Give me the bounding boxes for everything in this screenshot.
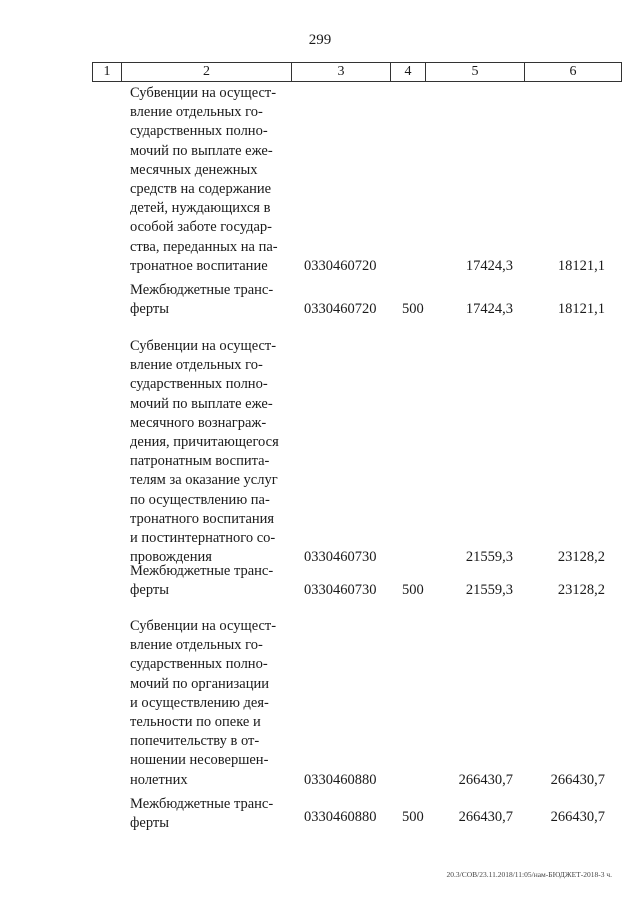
desc-line: Субвенции на осущест- [130, 85, 277, 101]
document-footer-stamp: 20.3/СОВ/23.11.2018/11:05/нам-БЮДЖЕТ-2018-3 ч. [446, 870, 612, 879]
desc-line: дения, причитающегося [130, 434, 279, 451]
desc-line: Субвенции на осущест- [130, 618, 277, 634]
header-col-2: 2 [122, 63, 292, 82]
desc-line: и постинтернатного со- [130, 530, 276, 547]
target-code: 0330460730 [304, 582, 377, 599]
value-2019: 21559,3 [465, 582, 513, 599]
desc-line: месячного вознаграж- [130, 414, 267, 431]
desc-line: провождения [130, 549, 212, 566]
desc-line: патронатным воспита- [130, 453, 270, 470]
desc-line: мочий по выплате еже- [130, 142, 273, 159]
header-col-1: 1 [93, 63, 122, 82]
value-2020: 18121,1 [557, 301, 605, 318]
desc-line: вление отдельных го- [130, 637, 263, 654]
desc-line: вление отдельных го- [130, 357, 263, 374]
value-2019: 266430,7 [458, 771, 513, 788]
expense-type: 500 [402, 582, 424, 599]
row-description [130, 617, 283, 790]
value-2019: 266430,7 [458, 809, 513, 825]
desc-line: средств на содержание [130, 181, 272, 198]
row-description [130, 84, 283, 276]
expense-type: 500 [402, 809, 424, 825]
target-code: 0330460730 [304, 549, 377, 566]
desc-line: ства, переданных на па- [130, 238, 278, 255]
value-2020: 23128,2 [557, 582, 605, 599]
desc-line: ношении несовершен- [130, 752, 269, 769]
expense-type: 500 [402, 301, 424, 318]
desc-line: сударственных полно- [130, 123, 268, 140]
desc-line: ферты [130, 815, 169, 832]
desc-line: тельности по опеке и [130, 714, 261, 731]
value-2020: 266430,7 [550, 771, 605, 788]
desc-line: по осуществлению па- [130, 491, 270, 508]
value-2020: 23128,2 [557, 549, 605, 566]
header-col-6: 6 [525, 63, 622, 82]
column-header-row [92, 62, 622, 82]
desc-line: сударственных полно- [130, 656, 268, 673]
desc-line: сударственных полно- [130, 376, 268, 393]
page-number: 299 [308, 32, 332, 48]
desc-line: Межбюджетные транс- [130, 796, 274, 812]
header-col-3: 3 [292, 63, 391, 82]
value-2020: 266430,7 [550, 809, 605, 825]
target-code: 0330460880 [304, 809, 377, 825]
desc-line: нолетних [130, 771, 188, 788]
value-2019: 17424,3 [465, 301, 513, 318]
value-2020: 18121,1 [557, 257, 605, 274]
desc-line: мочий по организации [130, 675, 269, 692]
value-2019: 21559,3 [465, 549, 513, 566]
desc-line: тронатного воспитания [130, 510, 275, 527]
row-description [130, 562, 283, 600]
row-description [130, 795, 283, 833]
desc-line: ферты [130, 582, 169, 599]
desc-line: детей, нуждающихся в [130, 200, 271, 217]
desc-line: и осуществлению дея- [130, 694, 269, 711]
row-description [130, 337, 283, 567]
desc-line: Межбюджетные транс- [130, 563, 274, 579]
header-col-5: 5 [426, 63, 525, 82]
target-code: 0330460880 [304, 771, 377, 788]
desc-line: Межбюджетные транс- [130, 282, 274, 298]
desc-line: телям за оказание услуг [130, 472, 278, 489]
value-2019: 17424,3 [465, 257, 513, 274]
header-col-4: 4 [391, 63, 426, 82]
desc-line: Субвенции на осущест- [130, 338, 277, 354]
desc-line: ферты [130, 301, 169, 318]
target-code: 0330460720 [304, 257, 377, 274]
desc-line: месячных денежных [130, 161, 258, 178]
desc-line: мочий по выплате еже- [130, 395, 273, 412]
row-description [130, 281, 283, 319]
desc-line: попечительству в от- [130, 733, 260, 750]
target-code: 0330460720 [304, 301, 377, 318]
desc-line: особой заботе государ- [130, 219, 272, 236]
desc-line: вление отдельных го- [130, 104, 263, 121]
desc-line: тронатное воспитание [130, 257, 268, 274]
